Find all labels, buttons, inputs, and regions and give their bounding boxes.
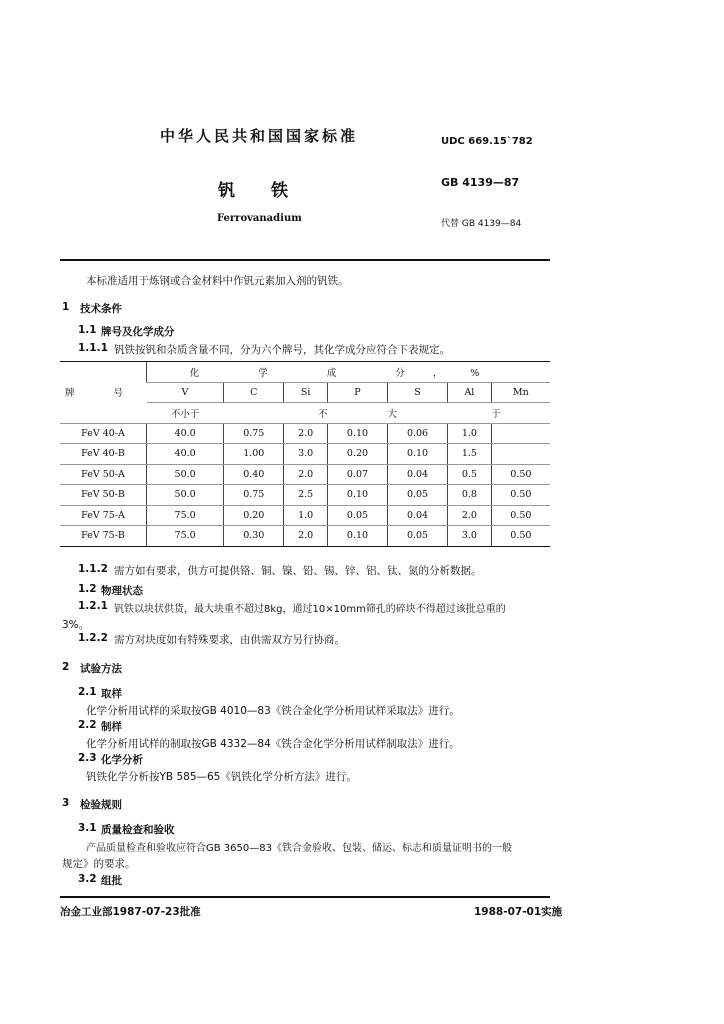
value-cell: 40.0 [147,423,224,444]
brand-cell: FeV 50-B [60,485,147,506]
clause-2-2-number: 2.2 [78,719,97,731]
brand-cell: FeV 50-A [60,464,147,485]
value-cell: 0.75 [224,485,284,506]
value-cell: 0.20 [327,444,387,465]
document-title-cn: 钒铁 [218,181,324,201]
not-less-label: 不小于 [147,403,224,424]
clause-1-1-2-text: 需方如有要求，供方可提供铬、铜、镍、铅、锡、锌、铝、钛、氮的分析数据。 [114,565,482,577]
value-cell: 0.8 [448,485,492,506]
value-cell: 0.06 [388,423,448,444]
clause-1-1-2-number: 1.1.2 [78,563,108,575]
value-cell: 0.05 [327,505,387,526]
document-title-en: Ferrovanadium [217,213,302,224]
section-2-title: 试验方法 [80,663,122,675]
brand-cell: FeV 40-A [60,423,147,444]
table-row [60,485,550,506]
value-cell: 2.0 [284,526,328,547]
clause-3-1-title: 质量检查和验收 [101,824,175,836]
value-cell: 0.10 [327,485,387,506]
table-row [60,464,550,485]
section-1-number: 1 [62,301,70,313]
value-cell: 75.0 [147,526,224,547]
clause-2-1-title: 取样 [101,688,122,700]
header-divider [60,259,550,261]
section-3-number: 3 [62,797,70,809]
value-cell: 1.0 [448,423,492,444]
value-cell: 0.50 [491,485,550,506]
table-row [60,444,550,465]
clause-2-3-title: 化学分析 [101,754,143,766]
value-cell [491,444,550,465]
value-cell: 0.5 [448,464,492,485]
value-cell: 0.05 [388,526,448,547]
value-cell: 0.75 [224,423,284,444]
clause-1-2-1-number: 1.2.1 [78,600,108,612]
approval-note: 冶金工业部1987-07-23批准 [60,906,201,918]
composition-header: 化 学 成 分，% [147,362,551,383]
section-2-number: 2 [62,661,70,673]
table-row [60,423,550,444]
element-mn: Mn [491,382,550,403]
value-cell: 3.0 [284,444,328,465]
value-cell: 0.10 [327,423,387,444]
value-cell: 75.0 [147,505,224,526]
not-more-label-3: 于 [491,403,550,424]
value-cell: 2.5 [284,485,328,506]
clause-1-1-number: 1.1 [78,324,97,336]
composition-table [60,361,550,547]
brand-cell: FeV 40-B [60,444,147,465]
clause-3-1-text: 产品质量检查和验收应符合GB 3650—83《铁合金验收、包装、储运、标志和质量证明书的一般 [86,843,512,854]
clause-2-2-title: 制样 [101,721,122,733]
clause-1-2-1-text: 钒铁以块状供货，最大块重不超过8kg，通过10×10mm筛孔的碎块不得超过该批总重的 [114,604,506,615]
clause-3-2-title: 组批 [101,875,122,887]
value-cell: 0.50 [491,464,550,485]
footer-divider [60,896,550,898]
value-cell: 0.07 [327,464,387,485]
clause-1-2-title: 物理状态 [101,585,143,597]
clause-2-3-text: 钒铁化学分析按YB 585—65《钒铁化学分析方法》进行。 [86,771,357,783]
value-cell: 0.20 [224,505,284,526]
clause-1-1-title: 牌号及化学成分 [101,326,175,338]
udc-code: UDC 669.15`782 [441,136,533,147]
brand-cell: FeV 75-B [60,526,147,547]
element-v: V [147,382,224,403]
clause-3-2-number: 3.2 [78,873,97,885]
value-cell [491,423,550,444]
element-p: P [327,382,387,403]
value-cell: 1.00 [224,444,284,465]
element-c: C [224,382,284,403]
value-cell: 0.04 [388,505,448,526]
clause-2-3-number: 2.3 [78,752,97,764]
value-cell: 0.05 [388,485,448,506]
value-cell: 0.30 [224,526,284,547]
brand-cell: FeV 75-A [60,505,147,526]
clause-1-2-2-number: 1.2.2 [78,632,108,644]
value-cell: 2.0 [284,423,328,444]
value-cell: 50.0 [147,485,224,506]
value-cell: 0.50 [491,526,550,547]
clause-1-1-1-text: 钒铁按钒和杂质含量不同，分为六个牌号，其化学成分应符合下表规定。 [114,344,450,356]
value-cell: 40.0 [147,444,224,465]
not-more-label-2: 大 [388,403,448,424]
element-si: Si [284,382,328,403]
value-cell: 2.0 [284,464,328,485]
value-cell: 0.40 [224,464,284,485]
not-more-label-1: 不 [284,403,328,424]
value-cell: 0.10 [327,526,387,547]
clause-2-2-text: 化学分析用试样的制取按GB 4332—84《铁合金化学分析用试样制取法》进行。 [86,738,460,750]
gb-number: GB 4139—87 [441,176,520,189]
value-cell: 3.0 [448,526,492,547]
clause-1-1-1-number: 1.1.1 [78,342,108,354]
value-cell: 50.0 [147,464,224,485]
table-row [60,526,550,547]
replaces-note: 代替 GB 4139—84 [441,219,522,229]
clause-1-2-number: 1.2 [78,583,97,595]
table-row [60,505,550,526]
brand-header: 牌 号 [60,362,147,424]
clause-1-2-1-continuation: 3%。 [62,619,90,631]
clause-2-1-text: 化学分析用试样的采取按GB 4010—83《铁合金化学分析用试样采取法》进行。 [86,705,460,717]
value-cell: 1.5 [448,444,492,465]
effective-date: 1988-07-01实施 [474,906,563,918]
scope-paragraph: 本标准适用于炼钢或合金材料中作钒元素加入剂的钒铁。 [86,275,349,287]
clause-2-1-number: 2.1 [78,686,97,698]
value-cell: 1.0 [284,505,328,526]
element-al: Al [448,382,492,403]
section-3-title: 检验规则 [80,799,122,811]
clause-3-1-continuation: 规定》的要求。 [62,858,136,870]
value-cell: 0.04 [388,464,448,485]
section-1-title: 技术条件 [80,303,122,315]
value-cell: 0.10 [388,444,448,465]
standard-title: 中华人民共和国国家标准 [160,127,359,145]
clause-1-2-2-text: 需方对块度如有特殊要求，由供需双方另行协商。 [114,634,345,646]
clause-3-1-number: 3.1 [78,822,97,834]
element-s: S [388,382,448,403]
value-cell: 2.0 [448,505,492,526]
value-cell: 0.50 [491,505,550,526]
